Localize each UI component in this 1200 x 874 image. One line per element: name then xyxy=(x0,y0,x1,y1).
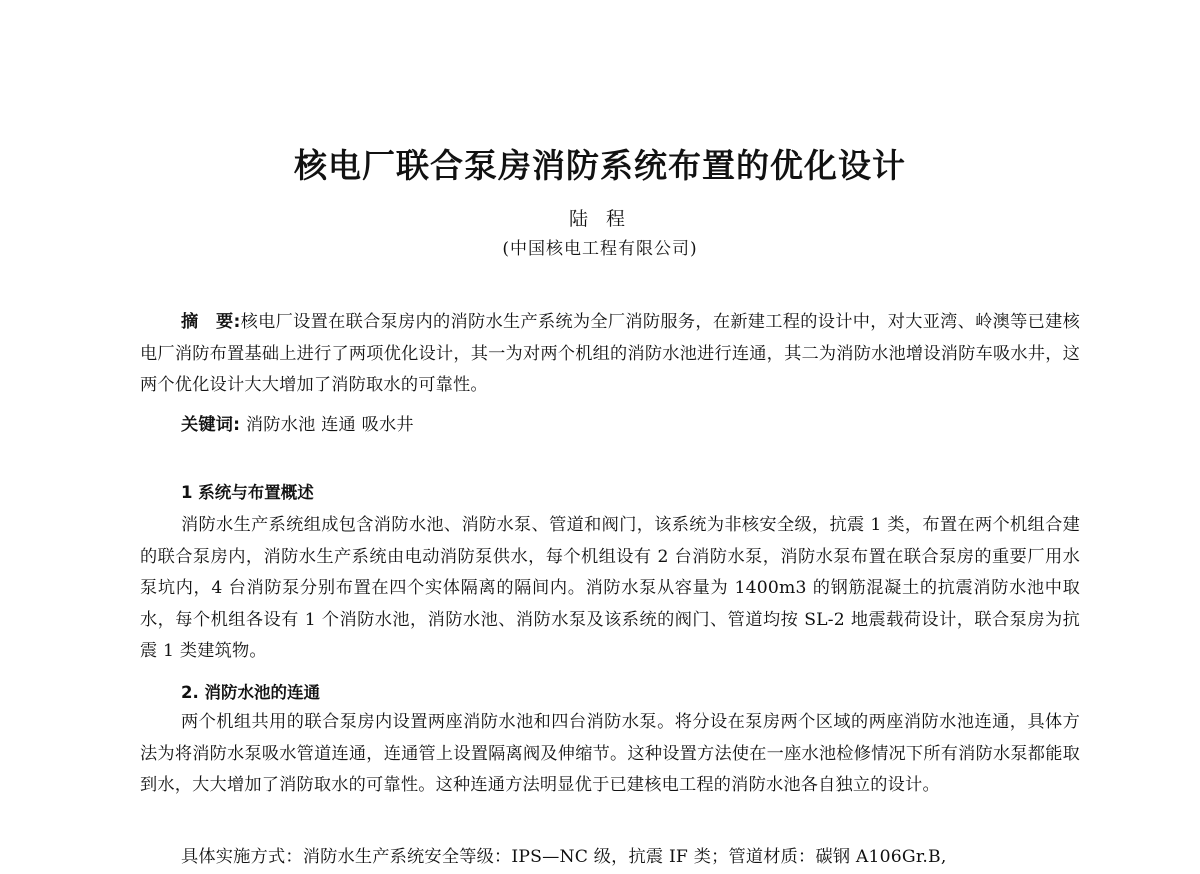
author-name: 陆 程 xyxy=(568,208,632,230)
section-2-heading: 2. 消防水池的连通 xyxy=(181,683,320,702)
section-2-continued-paragraph: 具体实施方式：消防水生产系统安全等级：IPS—NC 级，抗震 IF 类；管道材质：碳钢 A106Gr.B, xyxy=(181,847,947,867)
abstract-text: 核电厂设置在联合泵房内的消防水生产系统为全厂消防服务，在新建工程的设计中，对大亚湾、岭澳等已建核电厂消防布置基础上进行了两项优化设计，其一为对两个机组的消防水池进行连通，其二为消防水池增设消防车吸水井，这两个优化设计大大增加了消防取水的可靠性。 xyxy=(140,312,1080,395)
section-1-heading: 1 系统与布置概述 xyxy=(181,483,314,502)
keywords xyxy=(140,410,1080,442)
author-affiliation: (中国核电工程有限公司) xyxy=(502,239,698,259)
abstract-label: 摘 要: xyxy=(181,312,241,332)
section-2-paragraph: 两个机组共用的联合泵房内设置两座消防水池和四台消防水泵。将分设在泵房两个区域的两座消防水池连通，具体方法为将消防水泵吸水管道连通，连通管上设置隔离阀及伸缩节。这种设置方法使在一座水池检修情况下所有消防水泵都能取到水，大大增加了消防取水的可靠性。这种连通方法明显优于已建核电工程的消防水池各自独立的设计。 xyxy=(140,712,1080,795)
keywords-text: 消防水池 连通 吸水井 xyxy=(245,415,414,435)
paper-title: 核电厂联合泵房消防系统布置的优化设计 xyxy=(294,146,906,185)
abstract xyxy=(140,307,1080,402)
keywords-label: 关键词: xyxy=(181,415,241,435)
section-1-paragraph: 消防水生产系统组成包含消防水池、消防水泵、管道和阀门，该系统为非核安全级，抗震 1 类，布置在两个机组合建的联合泵房内，消防水生产系统由电动消防泵供水，每个机组设有 2 台消防水泵，消防水泵布置在联合泵房的重要厂用水泵坑内，4 台消防泵分别布置在四个实体隔离的隔间内。消防水泵从容量为 1400m3 的钢筋混凝土的抗震消防水池中取水，每个机组各设有 1 个消防水池，消防水池、消防水泵及该系统的阀门、管道均按 SL-2 地震载荷设计，联合泵房为抗震 1 类建筑物。 xyxy=(140,515,1080,661)
